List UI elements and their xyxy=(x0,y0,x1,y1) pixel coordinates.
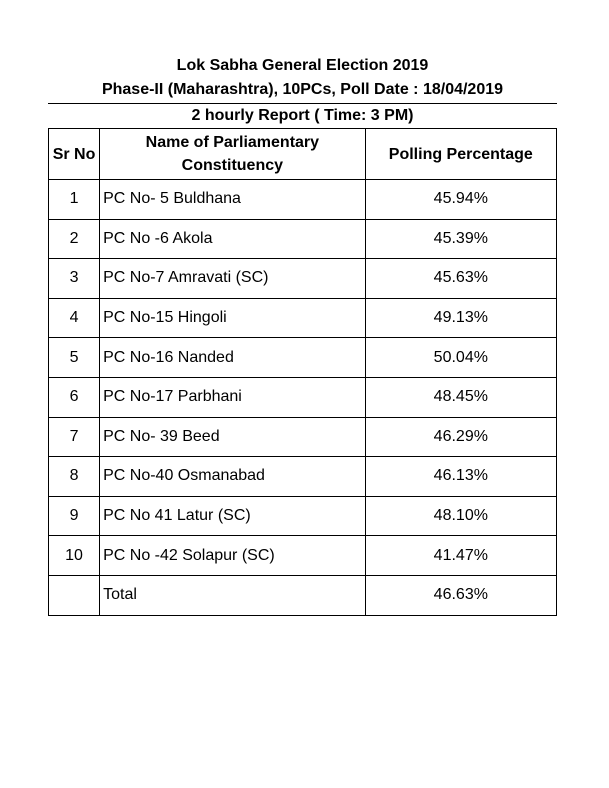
row-polling-percentage: 46.13% xyxy=(365,457,556,497)
row-sr-no: 8 xyxy=(49,457,100,497)
table-row xyxy=(49,338,557,378)
row-polling-percentage: 48.45% xyxy=(365,377,556,417)
row-constituency: PC No-17 Parbhani xyxy=(100,377,366,417)
polling-table xyxy=(48,128,557,616)
header-constituency xyxy=(100,129,366,180)
report-time: 2 hourly Report ( Time: 3 PM) xyxy=(191,107,414,124)
report-title: Lok Sabha General Election 2019 xyxy=(176,57,429,74)
table-row xyxy=(49,457,557,497)
row-constituency: PC No-7 Amravati (SC) xyxy=(100,259,366,299)
table-row xyxy=(49,298,557,338)
row-polling-percentage: 45.63% xyxy=(365,259,556,299)
row-constituency: PC No-40 Osmanabad xyxy=(100,457,366,497)
table-row xyxy=(49,536,557,576)
row-polling-percentage: 41.47% xyxy=(365,536,556,576)
row-sr-no: 3 xyxy=(49,259,100,299)
row-sr-no: 4 xyxy=(49,298,100,338)
report-subtitle: Phase-II (Maharashtra), 10PCs, Poll Date : 18/04/2019 xyxy=(48,78,557,104)
row-sr-no: 6 xyxy=(49,377,100,417)
row-sr-no: 9 xyxy=(49,496,100,536)
row-polling-percentage: 45.39% xyxy=(365,219,556,259)
total-sr-no xyxy=(49,575,100,615)
table-row xyxy=(49,180,557,220)
row-sr-no: 7 xyxy=(49,417,100,457)
table-header-row xyxy=(49,129,557,180)
row-sr-no: 5 xyxy=(49,338,100,378)
row-polling-percentage: 46.29% xyxy=(365,417,556,457)
header-constituency-label: Name of Parliamentary Constituency xyxy=(145,134,320,174)
total-label: Total xyxy=(100,575,366,615)
row-sr-no: 10 xyxy=(49,536,100,576)
row-sr-no: 2 xyxy=(49,219,100,259)
table-row xyxy=(49,417,557,457)
row-sr-no: 1 xyxy=(49,180,100,220)
row-constituency: PC No-16 Nanded xyxy=(100,338,366,378)
row-constituency: PC No -42 Solapur (SC) xyxy=(100,536,366,576)
row-polling-percentage: 48.10% xyxy=(365,496,556,536)
row-constituency: PC No-15 Hingoli xyxy=(100,298,366,338)
election-report xyxy=(48,54,557,616)
row-polling-percentage: 49.13% xyxy=(365,298,556,338)
row-polling-percentage: 50.04% xyxy=(365,338,556,378)
table-row xyxy=(49,377,557,417)
table-row xyxy=(49,496,557,536)
table-row xyxy=(49,219,557,259)
header-polling-percentage: Polling Percentage xyxy=(365,129,556,180)
total-row xyxy=(49,575,557,615)
table-row xyxy=(49,259,557,299)
row-polling-percentage: 45.94% xyxy=(365,180,556,220)
header-sr-no: Sr No xyxy=(49,129,100,180)
row-constituency: PC No- 39 Beed xyxy=(100,417,366,457)
total-polling-percentage: 46.63% xyxy=(365,575,556,615)
row-constituency: PC No -6 Akola xyxy=(100,219,366,259)
row-constituency: PC No 41 Latur (SC) xyxy=(100,496,366,536)
row-constituency: PC No- 5 Buldhana xyxy=(100,180,366,220)
